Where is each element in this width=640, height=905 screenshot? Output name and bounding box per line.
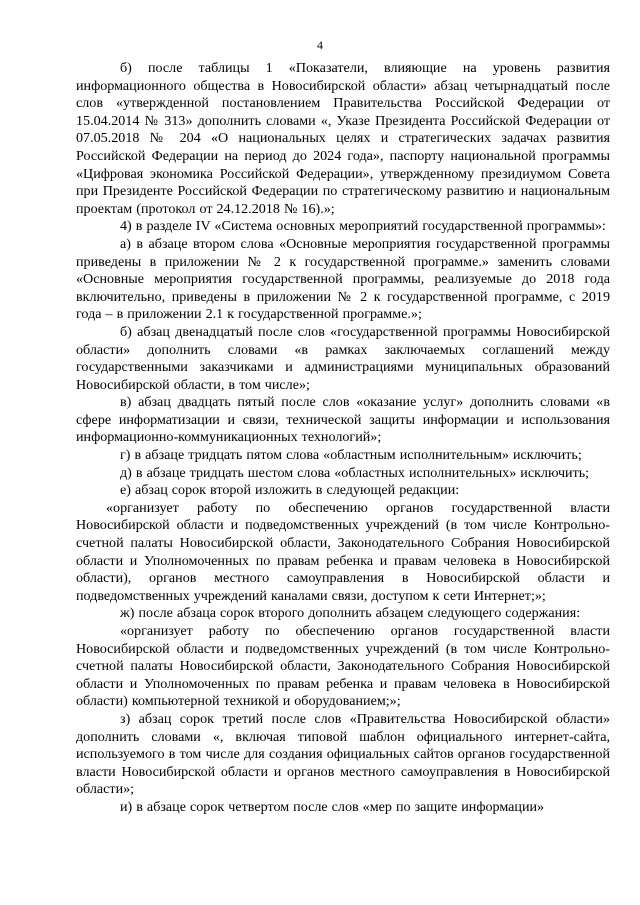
document-body — [76, 60, 610, 817]
paragraph-d-thirty-sixth: д) в абзаце тридцать шестом слова «областных исполнительных» исключить; — [120, 464, 590, 481]
paragraph-i-forty-fourth: и) в абзаце сорок четвертом после слов «мер по защите информации» — [120, 798, 545, 815]
paragraph-b-after-table: б) после таблицы 1 «Показатели, влияющие на уровень развития информационного общества в Новосибирской области» абзац четырнадцатый после слов «утвержденной постановлением Правительства Российской Федерации от 15.04.2014 № 313» дополнить словами «, Указе Президента Российской Федерации от 07.05.2018 № 204 «О национальных целях и стратегических задачах развития Российской Федерации на период до 2024 года», паспорту национальной программы «Цифровая экономика Российской Федерации», утвержденному президиумом Совета при Президенте Российской Федерации по стратегическому развитию и национальным проектам (протокол от 24.12.2018 № 16).»; — [76, 60, 610, 217]
page-number: 4 — [317, 38, 323, 52]
quoted-paragraph-communications: «организует работу по обеспечению органов государственной власти Новосибирской области и подведомственных учреждений (в том числе Контрольно-счетной палаты Новосибирской области, Законодательного Собрания Новосибирской области и Уполномоченных по правам ребенка и правам человека в Новосибирской области), органов местного самоуправления в Новосибирской области и подведомственных учреждений каналами связи, доступом к сети Интернет;»; — [76, 499, 610, 604]
paragraph-4-section-iv: 4) в разделе IV «Система основных мероприятий государственной программы»: — [120, 218, 606, 235]
paragraph-b-twelfth: б) абзац двенадцатый после слов «государственной программы Новосибирской области» дополнить словами «в рамках заключаемых соглашений между государственными заказчиками и администрациями муниципальных образований Новосибирской области, в том числе»; — [76, 323, 610, 393]
paragraph-v-twenty-fifth: в) абзац двадцать пятый после слов «оказание услуг» дополнить словами «в сфере информатизации и связи, технической защиты информации и использования информационно-коммуникационных технологий»; — [76, 394, 610, 446]
paragraph-g-thirty-fifth: г) в абзаце тридцать пятом слова «областным исполнительным» исключить; — [120, 447, 582, 464]
paragraph-a-second: а) в абзаце втором слова «Основные мероприятия государственной программы приведены в приложении № 2 к государственной программе.» заменить словами «Основные мероприятия государственной программы, реализуемые до 2018 года включительно, приведены в приложении № 2 к государственной программе, с 2019 года – в приложении 2.1 к государственной программе.»; — [76, 235, 610, 323]
paragraph-z-forty-third: з) абзац сорок третий после слов «Правительства Новосибирской области» дополнить словами «, включая типовой шаблон официального интернет-сайта, используемого в том числе для создания официальных сайтов органов государственной власти Новосибирской области и органов местного самоуправления в Новосибирской области»; — [76, 710, 610, 798]
paragraph-zh-add-paragraph: ж) после абзаца сорок второго дополнить абзацем следующего содержания: — [120, 605, 581, 622]
paragraph-e-forty-second: е) абзац сорок второй изложить в следующей редакции: — [120, 482, 460, 499]
quoted-paragraph-equipment: «организует работу по обеспечению органов государственной власти Новосибирской области и подведомственных учреждений (в том числе Контрольно-счетной палаты Новосибирской области, Законодательного Собрания Новосибирской области и Уполномоченных по правам ребенка и правам человека в Новосибирской области) компьютерной техникой и оборудованием;»; — [76, 623, 610, 710]
